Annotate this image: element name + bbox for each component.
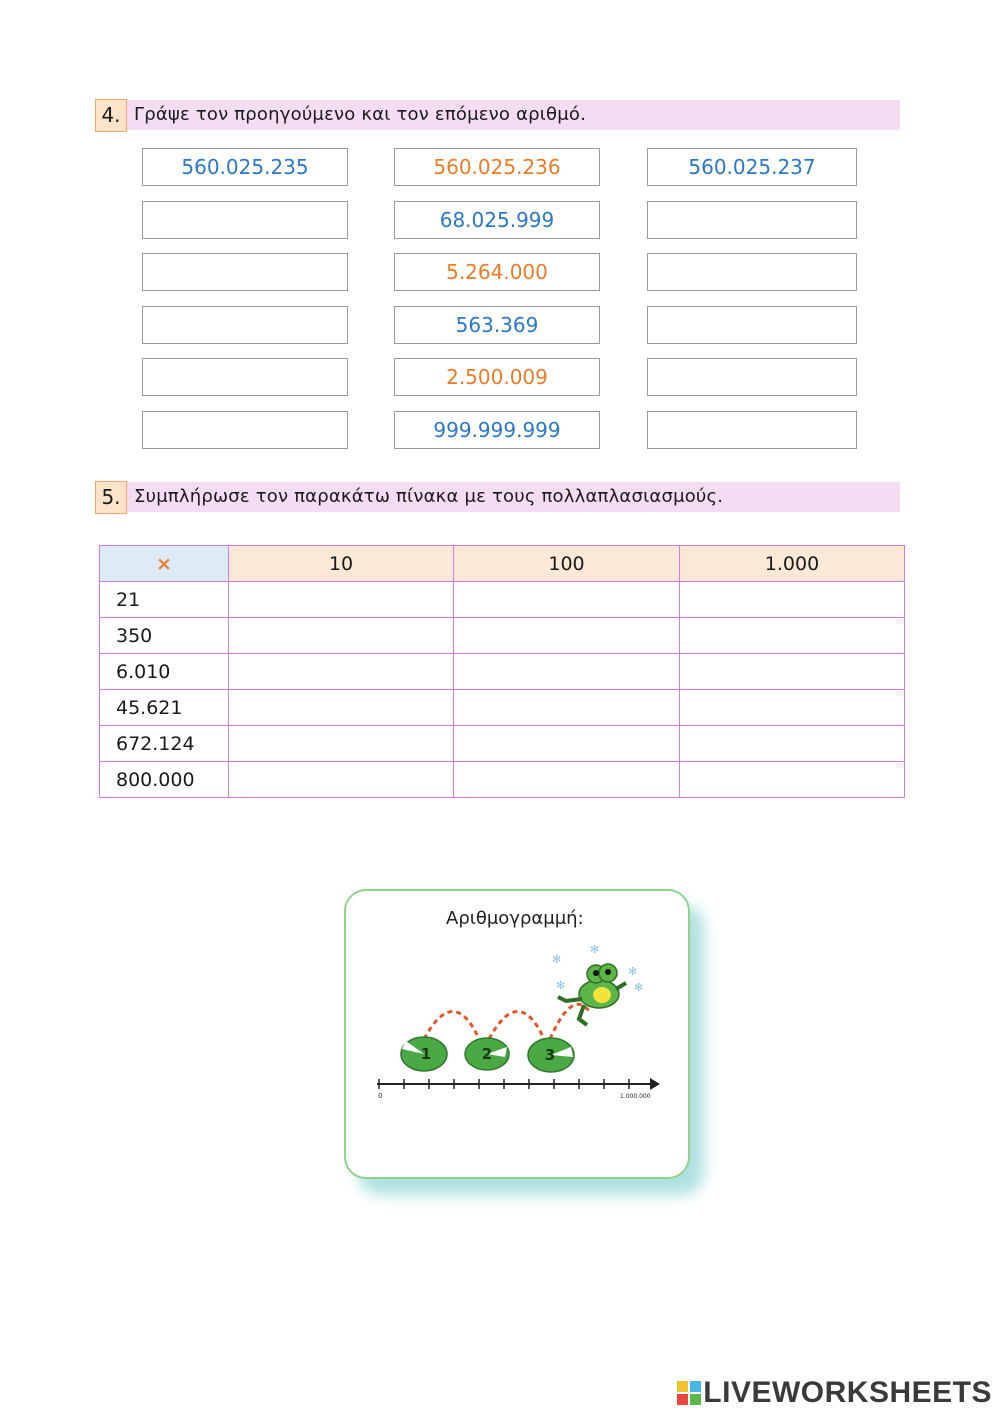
answer-cell[interactable]: [680, 654, 905, 690]
lily-pad-icon: [528, 1038, 574, 1072]
exercise-5-instruction: Συμπλήρωσε τον παρακάτω πίνακα με τους πολλαπλασιασμούς.: [134, 486, 724, 507]
answer-cell[interactable]: [454, 582, 680, 618]
table-row: [100, 618, 905, 654]
answer-cell[interactable]: [454, 762, 680, 798]
next-number-input[interactable]: [647, 358, 857, 396]
row-number: 350: [100, 618, 229, 654]
table-row: [100, 654, 905, 690]
answer-cell[interactable]: [229, 582, 454, 618]
jump-arc: [424, 1012, 479, 1040]
current-number-box: 2.500.009: [394, 358, 600, 396]
next-number-input[interactable]: [647, 411, 857, 449]
column-header: 1.000: [680, 546, 905, 582]
answer-cell[interactable]: [680, 726, 905, 762]
exercise-4-instruction: Γράψε τον προηγούμενο και τον επόμενο αριθμό.: [134, 104, 587, 125]
answer-cell[interactable]: [229, 654, 454, 690]
number-line-axis: [377, 1078, 660, 1100]
multiply-sign-cell: ×: [100, 546, 229, 582]
current-number-box: 563.369: [394, 306, 600, 344]
current-number-box: 999.999.999: [394, 411, 600, 449]
number-line-illustration: [344, 889, 690, 1179]
answer-cell[interactable]: [454, 726, 680, 762]
axis-end-label: 1.000.000: [620, 1093, 651, 1100]
answer-cell[interactable]: [680, 582, 905, 618]
liveworksheets-logo-icon: [677, 1381, 701, 1405]
table-row: [100, 726, 905, 762]
column-header: 100: [454, 546, 680, 582]
jump-arcs: [424, 1004, 589, 1039]
row-number: 45.621: [100, 690, 229, 726]
next-number-input[interactable]: [647, 253, 857, 291]
svg-text:✻: ✻: [634, 981, 644, 994]
row-number: 672.124: [100, 726, 229, 762]
prev-number-input[interactable]: [142, 253, 348, 291]
answer-cell[interactable]: [229, 690, 454, 726]
current-number-box: 560.025.236: [394, 148, 600, 186]
axis-start-label: 0: [378, 1092, 383, 1100]
next-number-input[interactable]: [647, 306, 857, 344]
lily-pad-icon: [465, 1038, 509, 1070]
answer-cell[interactable]: [229, 726, 454, 762]
prev-number-input[interactable]: [142, 411, 348, 449]
table-row: [100, 690, 905, 726]
pad-label: 1: [420, 1045, 432, 1063]
answer-cell[interactable]: [680, 762, 905, 798]
answer-cell[interactable]: [454, 690, 680, 726]
prev-number-input[interactable]: [142, 306, 348, 344]
brand-name: LIVEWORKSHEETS: [703, 1376, 992, 1409]
answer-cell[interactable]: [454, 618, 680, 654]
current-number-box: 5.264.000: [394, 253, 600, 291]
column-header: 10: [229, 546, 454, 582]
next-number-box: 560.025.237: [647, 148, 857, 186]
next-number-input[interactable]: [647, 201, 857, 239]
table-header-row: [100, 546, 905, 582]
svg-text:✻: ✻: [556, 979, 566, 992]
jump-arc: [489, 1012, 544, 1040]
frog-icon: [558, 964, 626, 1025]
liveworksheets-brand: [677, 1378, 992, 1408]
lily-pad-icon: [401, 1037, 447, 1071]
prev-number-box: 560.025.235: [142, 148, 348, 186]
answer-cell[interactable]: [229, 618, 454, 654]
table-row: [100, 582, 905, 618]
multiplication-table: [99, 545, 905, 798]
row-number: 800.000: [100, 762, 229, 798]
exercise-4-number: 4.: [95, 99, 127, 132]
answer-cell[interactable]: [454, 654, 680, 690]
prev-number-input[interactable]: [142, 201, 348, 239]
svg-text:✻: ✻: [590, 943, 600, 956]
number-line-title: Αριθμογραμμή:: [446, 908, 584, 929]
row-number: 6.010: [100, 654, 229, 690]
answer-cell[interactable]: [229, 762, 454, 798]
answer-cell[interactable]: [680, 690, 905, 726]
prev-number-input[interactable]: [142, 358, 348, 396]
answer-cell[interactable]: [680, 618, 905, 654]
row-number: 21: [100, 582, 229, 618]
pad-label: 2: [481, 1045, 493, 1063]
exercise-5-number: 5.: [95, 481, 127, 514]
current-number-box: 68.025.999: [394, 201, 600, 239]
table-row: [100, 762, 905, 798]
pad-label: 3: [544, 1046, 556, 1064]
svg-text:✻: ✻: [552, 953, 562, 966]
svg-text:✻: ✻: [628, 965, 638, 978]
